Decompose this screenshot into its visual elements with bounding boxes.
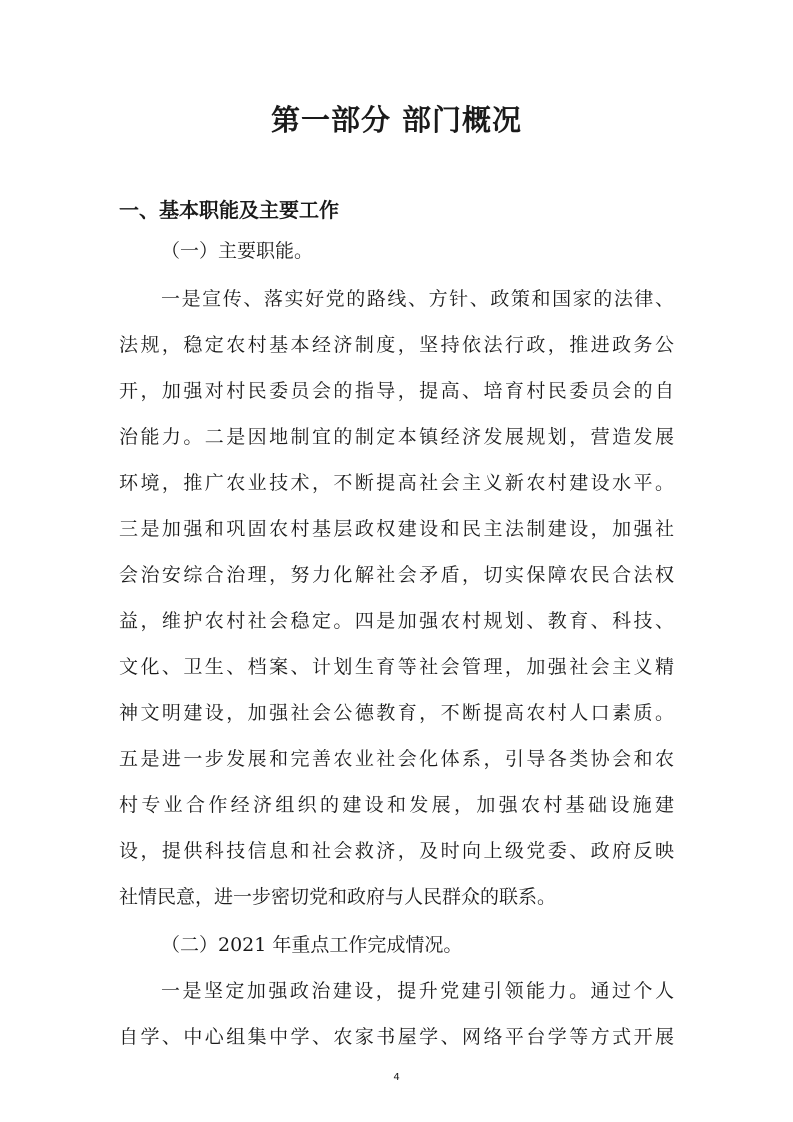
paragraph-line: 益，维护农村社会稳定。四是加强农村规划、教育、科技、 [119,610,674,632]
paragraph-line: 文化、卫生、档案、计划生育等社会管理，加强社会主义精 [119,656,674,678]
paragraph-line: 设，提供科技信息和社会救济，及时向上级党委、政府反映 [119,840,674,862]
paragraph-line: 村专业合作经济组织的建设和发展，加强农村基础设施建 [119,794,674,816]
paragraph-line: 社情民意，进一步密切党和政府与人民群众的联系。 [119,886,557,908]
subsection-heading-main-functions: （一）主要职能。 [161,240,314,262]
paragraph-line: 自学、中心组集中学、农家书屋学、网络平台学等方式开展 [119,1026,674,1048]
paragraph-line: 三是加强和巩固农村基层政权建设和民主法制建设，加强社 [119,518,674,540]
subsection-heading-key-work-2021: （二）2021 年重点工作完成情况。 [161,934,463,956]
paragraph-line: 治能力。二是因地制宜的制定本镇经济发展规划，营造发展 [119,426,674,448]
paragraph-line: 一是宣传、落实好党的路线、方针、政策和国家的法律、 [161,288,674,310]
paragraph-line: 会治安综合治理，努力化解社会矛盾，切实保障农民合法权 [119,564,674,586]
paragraph-line: 环境，推广农业技术，不断提高社会主义新农村建设水平。 [119,472,674,494]
paragraph-line: 五是进一步发展和完善农业社会化体系，引导各类协会和农 [119,748,674,770]
paragraph-line: 开，加强对村民委员会的指导，提高、培育村民委员会的自 [119,380,674,402]
page-title: 第一部分 部门概况 [270,103,523,137]
section-heading: 一、基本职能及主要工作 [119,198,339,222]
paragraph-line: 一是坚定加强政治建设，提升党建引领能力。通过个人 [161,980,674,1002]
paragraph-line: 法规，稳定农村基本经济制度，坚持依法行政，推进政务公 [119,334,674,356]
paragraph-line: 神文明建设，加强社会公德教育，不断提高农村人口素质。 [119,702,674,724]
page-number: 4 [393,1072,400,1083]
